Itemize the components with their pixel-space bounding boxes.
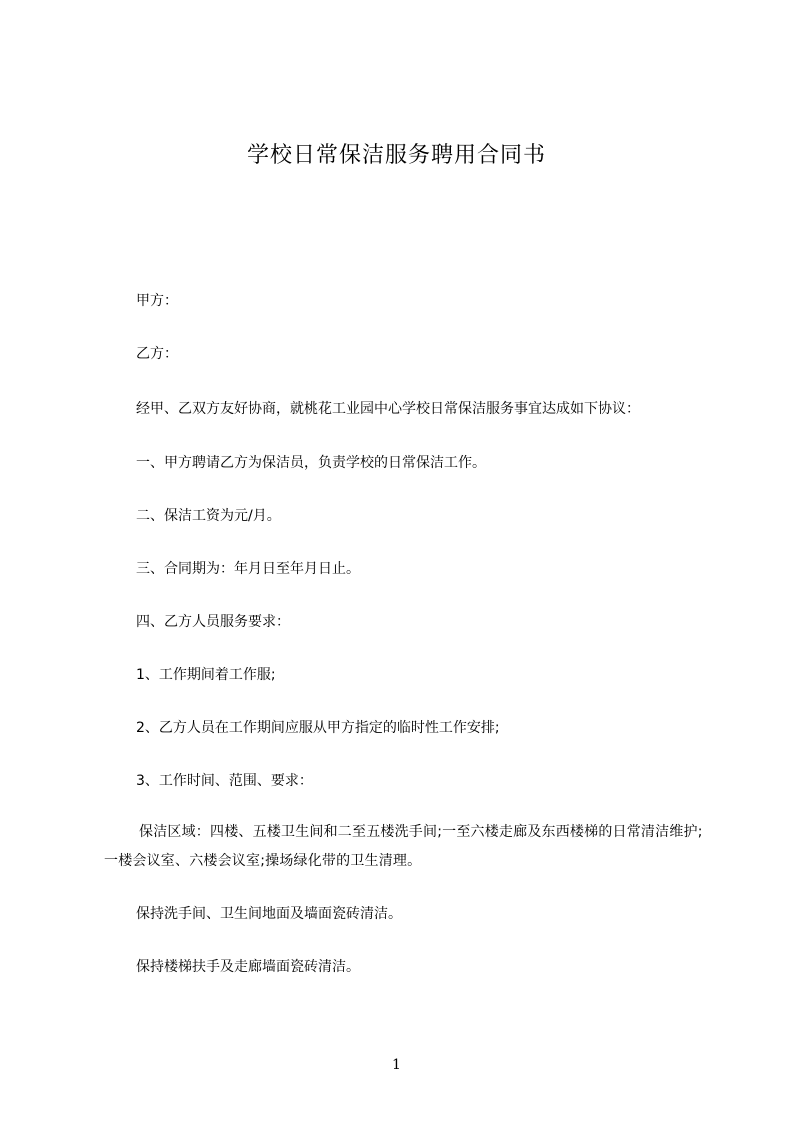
cleaning-area-paragraph: 保洁区域：四楼、五楼卫生间和二至五楼洗手间;一至六楼走廊及东西楼梯的日常清洁维护;一楼会议室、六楼会议室;操场绿化带的卫生清理。: [104, 824, 703, 869]
clause-3: 三、合同期为：年月日至年月日止。: [136, 561, 360, 577]
requirement-1: 1、工作期间着工作服;: [136, 667, 276, 683]
party-b-line: 乙方：: [136, 346, 178, 362]
clause-2: 二、保洁工资为元/月。: [136, 508, 281, 524]
clause-1: 一、甲方聘请乙方为保洁员，负责学校的日常保洁工作。: [136, 455, 486, 471]
party-a-line: 甲方：: [136, 293, 178, 309]
page-number: 1: [392, 1057, 401, 1073]
keep-clean-1: 保持洗手间、卫生间地面及墙面瓷砖清洁。: [136, 906, 402, 922]
requirement-2: 2、乙方人员在工作期间应服从甲方指定的临时性工作安排;: [136, 720, 500, 736]
document-title: 学校日常保洁服务聘用合同书: [246, 143, 546, 168]
keep-clean-2: 保持楼梯扶手及走廊墙面瓷砖清洁。: [136, 959, 360, 975]
intro-paragraph: 经甲、乙双方友好协商，就桃花工业园中心学校日常保洁服务事宜达成如下协议：: [136, 401, 640, 417]
requirement-3: 3、工作时间、范围、要求：: [136, 773, 313, 789]
clause-4: 四、乙方人员服务要求：: [136, 614, 290, 630]
